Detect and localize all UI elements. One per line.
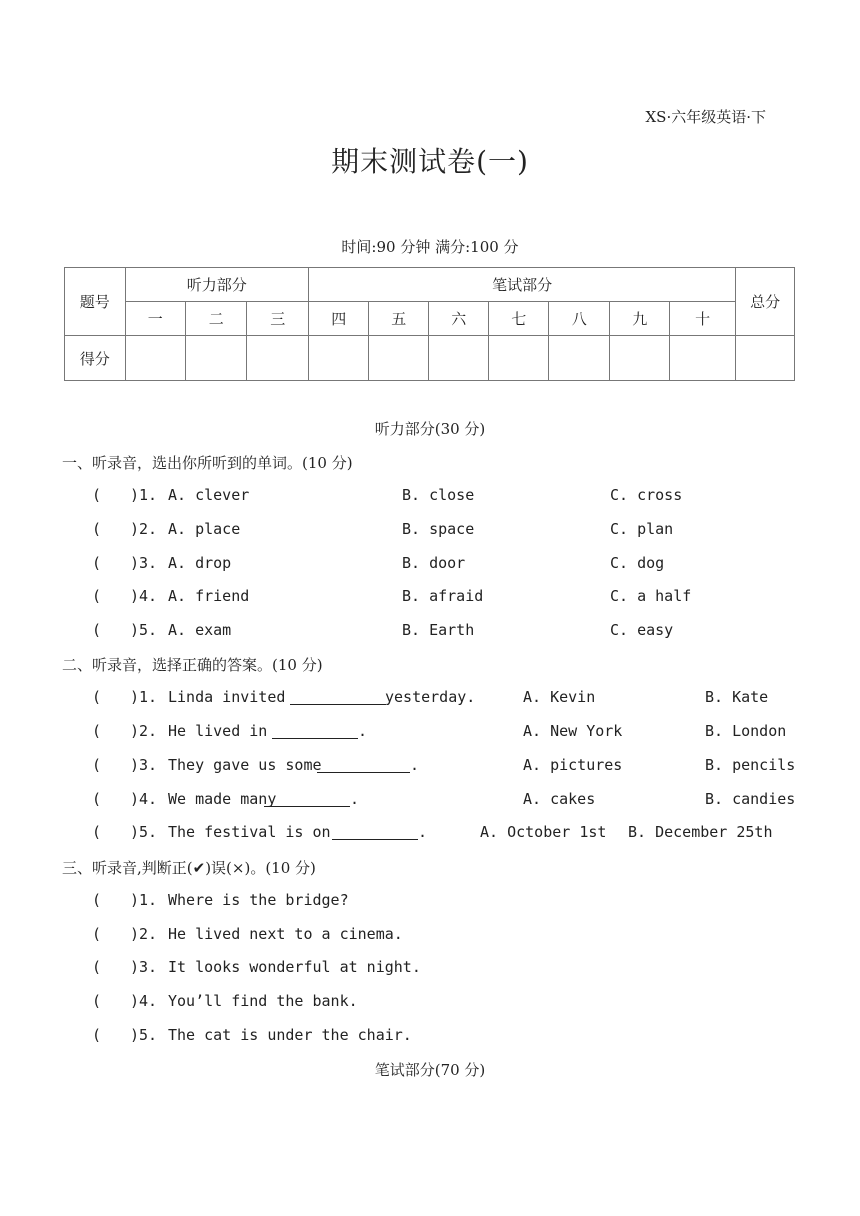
option-a: A. drop bbox=[168, 554, 232, 572]
score-cell[interactable] bbox=[428, 336, 489, 381]
score-row-label: 得分 bbox=[65, 336, 126, 381]
option-a: A. place bbox=[168, 520, 241, 538]
option-c: C. plan bbox=[610, 520, 674, 538]
time-score-line: 时间:90 分钟 满分:100 分 bbox=[341, 238, 519, 256]
question-number: )3. bbox=[130, 958, 158, 976]
option-b: B. Earth bbox=[402, 621, 475, 639]
option-b: B. pencils bbox=[705, 756, 796, 774]
part3-heading: 三、听录音,判断正(✔)误(×)。(10 分) bbox=[62, 859, 316, 877]
option-a: A. clever bbox=[168, 486, 250, 504]
question-number: )5. bbox=[130, 1026, 158, 1044]
score-table bbox=[64, 267, 795, 381]
answer-blank[interactable] bbox=[290, 690, 386, 705]
question-number: )1. bbox=[130, 688, 158, 706]
col-9: 九 bbox=[610, 302, 670, 336]
answer-paren[interactable]: ( bbox=[92, 756, 102, 774]
answer-paren[interactable]: ( bbox=[92, 958, 102, 976]
option-c: C. easy bbox=[610, 621, 674, 639]
written-section-title: 笔试部分(70 分) bbox=[374, 1061, 486, 1079]
option-c: C. dog bbox=[610, 554, 665, 572]
answer-paren[interactable]: ( bbox=[92, 587, 102, 605]
item-number-header: 题号 bbox=[65, 268, 126, 336]
answer-paren[interactable]: ( bbox=[92, 722, 102, 740]
question-text: They gave us some bbox=[168, 756, 322, 774]
score-cell[interactable] bbox=[369, 336, 429, 381]
answer-paren[interactable]: ( bbox=[92, 925, 102, 943]
header-tag: XS·六年级英语·下 bbox=[645, 108, 766, 126]
col-10: 十 bbox=[669, 302, 735, 336]
answer-blank[interactable] bbox=[264, 792, 350, 807]
answer-paren[interactable]: ( bbox=[92, 891, 102, 909]
question-text-end: . bbox=[350, 790, 360, 808]
question-number: )2. bbox=[130, 520, 158, 538]
question-text: We made many bbox=[168, 790, 277, 808]
statement-text: It looks wonderful at night. bbox=[168, 958, 421, 976]
answer-paren[interactable]: ( bbox=[92, 992, 102, 1010]
option-a: A. pictures bbox=[523, 756, 623, 774]
statement-text: You’ll find the bank. bbox=[168, 992, 358, 1010]
question-number: )3. bbox=[130, 554, 158, 572]
score-cell[interactable] bbox=[548, 336, 609, 381]
question-number: )3. bbox=[130, 756, 158, 774]
question-number: )4. bbox=[130, 992, 158, 1010]
question-number: )2. bbox=[130, 722, 158, 740]
option-b: B. Kate bbox=[705, 688, 769, 706]
option-b: B. close bbox=[402, 486, 475, 504]
option-a: A. exam bbox=[168, 621, 232, 639]
option-b: B. door bbox=[402, 554, 466, 572]
statement-text: Where is the bridge? bbox=[168, 891, 349, 909]
option-a: A. cakes bbox=[523, 790, 596, 808]
part2-heading: 二、听录音，选择正确的答案。(10 分) bbox=[62, 656, 323, 674]
col-5: 五 bbox=[369, 302, 429, 336]
answer-paren[interactable]: ( bbox=[92, 486, 102, 504]
question-number: )4. bbox=[130, 587, 158, 605]
total-header: 总分 bbox=[736, 268, 795, 336]
question-text-end: yesterday. bbox=[385, 688, 476, 706]
statement-text: He lived next to a cinema. bbox=[168, 925, 403, 943]
question-number: )1. bbox=[130, 891, 158, 909]
question-text-end: . bbox=[410, 756, 420, 774]
total-score-cell[interactable] bbox=[736, 336, 795, 381]
score-cell[interactable] bbox=[308, 336, 369, 381]
option-c: C. a half bbox=[610, 587, 692, 605]
question-text: Linda invited bbox=[168, 688, 286, 706]
score-cell[interactable] bbox=[247, 336, 308, 381]
col-7: 七 bbox=[489, 302, 549, 336]
col-2: 二 bbox=[186, 302, 247, 336]
answer-paren[interactable]: ( bbox=[92, 1026, 102, 1044]
col-8: 八 bbox=[548, 302, 609, 336]
option-b: B. space bbox=[402, 520, 475, 538]
score-cell[interactable] bbox=[610, 336, 670, 381]
question-number: )1. bbox=[130, 486, 158, 504]
written-group-header: 笔试部分 bbox=[308, 268, 735, 302]
answer-blank[interactable] bbox=[317, 758, 410, 773]
answer-paren[interactable]: ( bbox=[92, 790, 102, 808]
question-number: )2. bbox=[130, 925, 158, 943]
question-text: He lived in bbox=[168, 722, 268, 740]
question-text: The festival is on bbox=[168, 823, 331, 841]
answer-paren[interactable]: ( bbox=[92, 621, 102, 639]
question-number: )5. bbox=[130, 823, 158, 841]
answer-blank[interactable] bbox=[332, 825, 418, 840]
option-b: B. candies bbox=[705, 790, 796, 808]
option-a: A. friend bbox=[168, 587, 250, 605]
listening-group-header: 听力部分 bbox=[125, 268, 308, 302]
option-b: B. London bbox=[705, 722, 787, 740]
statement-text: The cat is under the chair. bbox=[168, 1026, 412, 1044]
question-text-end: . bbox=[418, 823, 428, 841]
answer-blank[interactable] bbox=[272, 724, 358, 739]
question-number: )5. bbox=[130, 621, 158, 639]
option-b: B. December 25th bbox=[628, 823, 773, 841]
score-cell[interactable] bbox=[669, 336, 735, 381]
option-a: A. New York bbox=[523, 722, 623, 740]
col-3: 三 bbox=[247, 302, 308, 336]
listening-section-title: 听力部分(30 分) bbox=[374, 420, 486, 438]
option-a: A. Kevin bbox=[523, 688, 596, 706]
answer-paren[interactable]: ( bbox=[92, 688, 102, 706]
question-number: )4. bbox=[130, 790, 158, 808]
answer-paren[interactable]: ( bbox=[92, 554, 102, 572]
answer-paren[interactable]: ( bbox=[92, 520, 102, 538]
part1-heading: 一、听录音，选出你所听到的单词。(10 分) bbox=[62, 454, 353, 472]
col-4: 四 bbox=[308, 302, 369, 336]
col-1: 一 bbox=[125, 302, 186, 336]
option-b: B. afraid bbox=[402, 587, 484, 605]
option-c: C. cross bbox=[610, 486, 683, 504]
col-6: 六 bbox=[428, 302, 489, 336]
score-cell[interactable] bbox=[186, 336, 247, 381]
option-a: A. October 1st bbox=[480, 823, 607, 841]
score-cell[interactable] bbox=[125, 336, 186, 381]
answer-paren[interactable]: ( bbox=[92, 823, 102, 841]
page-title: 期末测试卷(一) bbox=[331, 145, 529, 178]
question-text-end: . bbox=[358, 722, 368, 740]
score-cell[interactable] bbox=[489, 336, 549, 381]
